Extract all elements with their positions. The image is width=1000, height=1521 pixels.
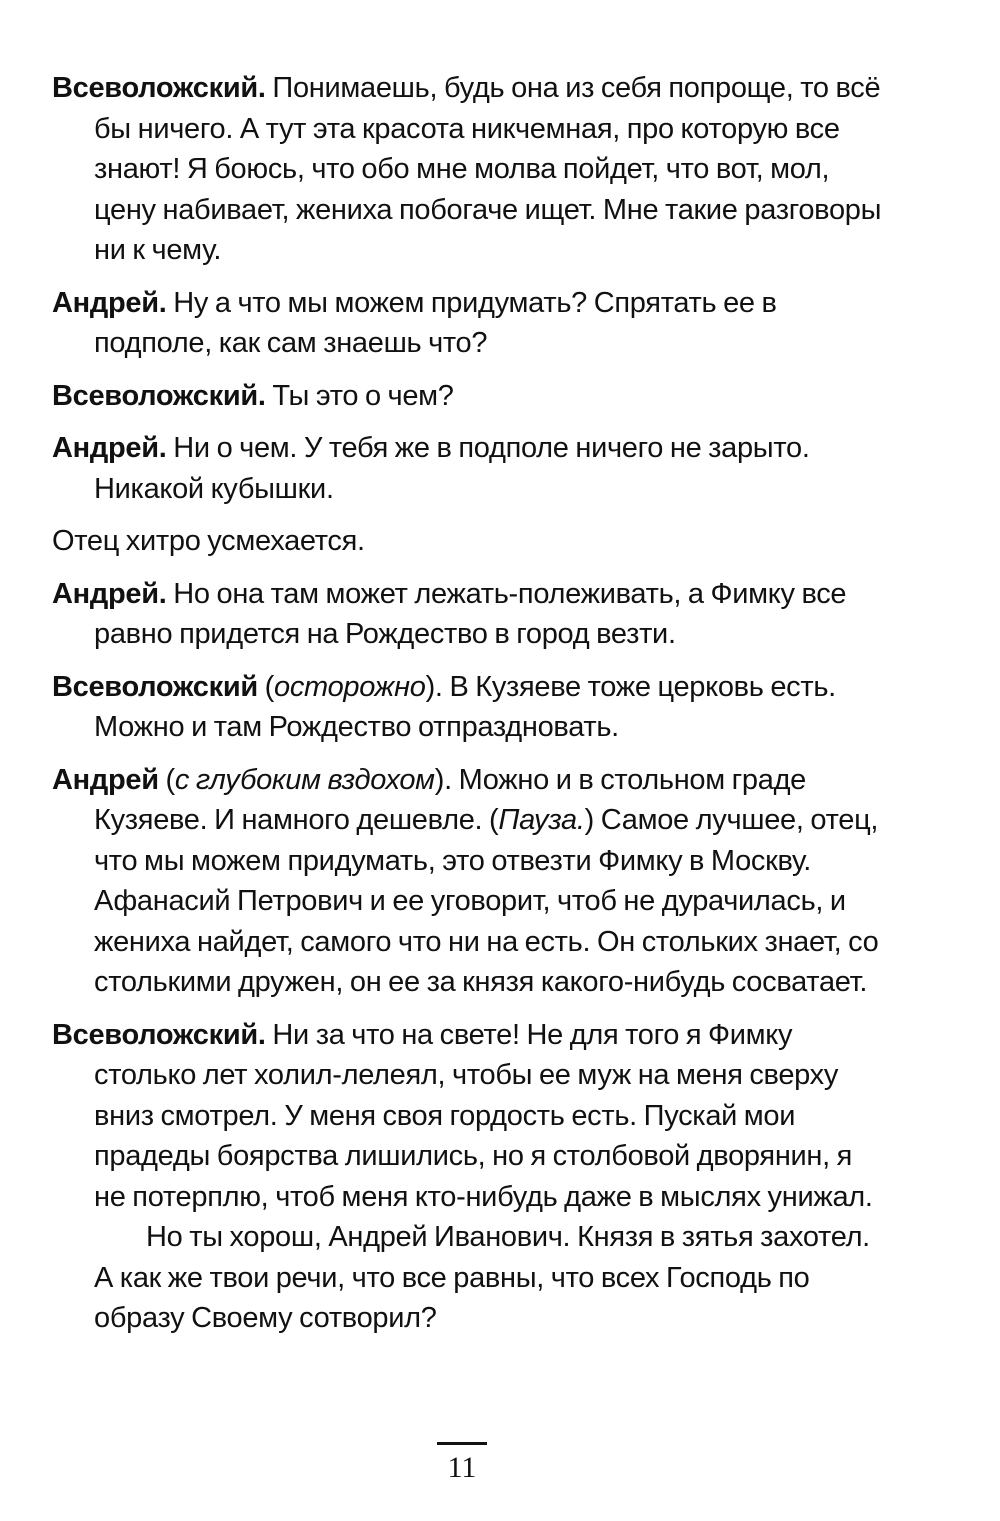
dialogue-text: В Кузяеве тоже церковь есть. Можно и там Рождество отпраздновать. <box>94 670 836 743</box>
speaker-name: Всеволожский <box>52 670 258 703</box>
footer-rule <box>437 1442 487 1445</box>
dialogue-block-7: Андрей (с глубоким вздохом). Можно и в стольном граде Кузяеве. И намного дешевле. (Пауза.) Самое лучшее, отец, что мы можем придумать, это отвезти Фимку в Москву. Афанасий Петрович и ее уговорит, чтоб не дурачилась, и жениха найдет, самого что ни на есть. Он стольких знает, со столькими дружен, он ее за князя какого-нибудь сосватает. <box>52 763 879 998</box>
speaker-name: Всеволожский <box>52 1018 258 1051</box>
speaker-name: Андрей <box>52 577 159 610</box>
stage-remark: осторожно <box>274 670 426 703</box>
dialogue-block-3: Всеволожский. Ты это о чем? <box>52 379 454 412</box>
page-footer <box>0 1442 1000 1485</box>
dialogue-block-4: Андрей. Ни о чем. У тебя же в подполе ничего не зарыто. Никакой кубышки. <box>52 432 810 505</box>
page-body <box>52 68 882 1339</box>
inline-stage-remark: Пауза. <box>498 804 585 836</box>
speaker-name: Андрей <box>52 763 159 796</box>
stage-remark: с глубоким вздохом <box>174 763 435 796</box>
dialogue-text: Можно и в стольном граде Кузяеве. И намного дешевле. <box>94 763 807 836</box>
speaker-name: Андрей <box>52 432 159 464</box>
dialogue-block-2: Андрей. Ну а что мы можем придумать? Спрятать ее в подполе, как сам знаешь что? <box>52 286 777 359</box>
stage-direction <box>52 521 882 562</box>
dialogue-continuation <box>52 1217 882 1339</box>
dialogue-block-1: Всеволожский. Понимаешь, будь она из себя попроще, то всё бы ничего. А тут эта красота никчемная, про которую все знают! Я боюсь, что обо мне молва пойдет, что вот, мол, цену набивает, жениха побогаче ищет. Мне такие разговоры ни к чему. <box>52 72 882 266</box>
dialogue-text: Ну а что мы можем придумать? Спрятать ее в подполе, как сам знаешь что? <box>94 286 777 359</box>
dialogue-text: Ни за что на свете! Не для того я Фимку столько лет холил-лелеял, чтобы ее муж на меня сверху вниз смотрел. У меня своя гордость есть. Пускай мои прадеды боярства лишились, но я столбовой дворянин, я не потерплю, чтоб меня кто-нибудь даже в мыслях унижал. <box>94 1018 873 1213</box>
dialogue-block-8: Всеволожский. Ни за что на свете! Не для того я Фимку столько лет холил-лелеял, чтобы ее муж на меня сверху вниз смотрел. У меня своя гордость есть. Пускай мои прадеды боярства лишились, но я столбовой дворянин, я не потерплю, чтоб меня кто-нибудь даже в мыслях унижал. <box>52 1018 873 1213</box>
dialogue-text-continued: Самое лучшее, отец, что мы можем придумать, это отвезти Фимку в Москву. Афанасий Петрович и ее уговорит, чтоб не дурачилась, и жениха найдет, самого что ни на есть. Он стольких знает, со столькими дружен, он ее за князя какого-нибудь сосватает. <box>94 804 879 998</box>
continuation-text: Но ты хорош, Андрей Иванович. Князя в зятья захотел. А как же твои речи, что все равны, что всех Господь по образу Своему сотворил? <box>94 1221 870 1334</box>
page-number: 11 <box>447 1451 477 1484</box>
stage-direction-text: Отец хитро усмехается. <box>52 525 365 557</box>
speaker-name: Андрей <box>52 286 159 319</box>
speaker-name: Всеволожский <box>52 72 258 104</box>
dialogue-block-6: Всеволожский (осторожно). В Кузяеве тоже церковь есть. Можно и там Рождество отпраздновать. <box>52 670 836 743</box>
dialogue-text: Но она там может лежать-полеживать, а Фимку все равно придется на Рождество в город везти. <box>94 577 847 650</box>
dialogue-text: Ты это о чем? <box>272 379 454 412</box>
speaker-name: Всеволожский <box>52 379 258 412</box>
dialogue-block-5: Андрей. Но она там может лежать-полеживать, а Фимку все равно придется на Рождество в город везти. <box>52 577 847 650</box>
dialogue-text: Ни о чем. У тебя же в подполе ничего не зарыто. Никакой кубышки. <box>94 432 810 505</box>
dialogue-text: Понимаешь, будь она из себя попроще, то всё бы ничего. А тут эта красота никчемная, про которую все знают! Я боюсь, что обо мне молва пойдет, что вот, мол, цену набивает, жениха побогаче ищет. Мне такие разговоры ни к чему. <box>94 72 882 266</box>
